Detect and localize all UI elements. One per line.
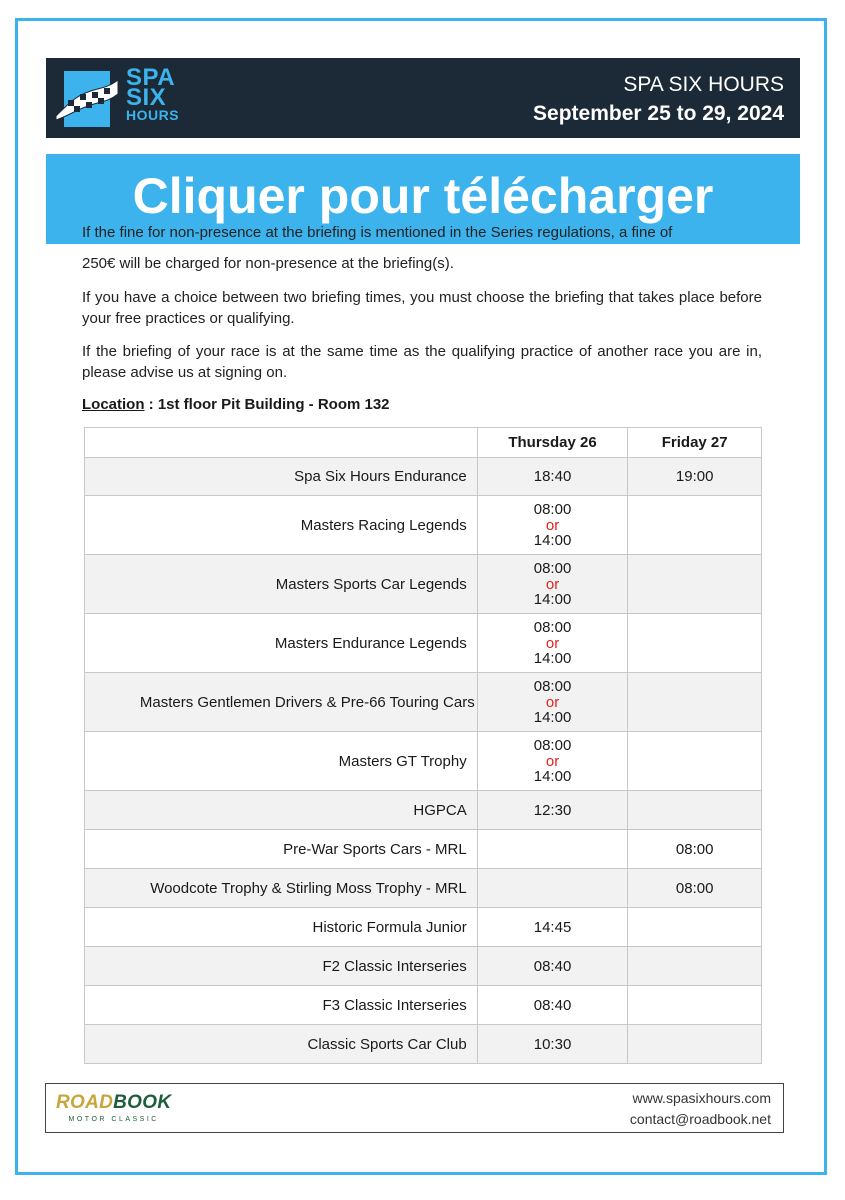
table-row bbox=[85, 986, 762, 1025]
thursday-cell bbox=[477, 614, 628, 673]
time-option-2: 14:00 bbox=[533, 531, 572, 549]
time-option-2: 14:00 bbox=[533, 649, 572, 667]
thursday-cell: 18:40 bbox=[477, 458, 628, 496]
footer-box bbox=[45, 1083, 784, 1133]
event-dates: September 25 to 29, 2024 bbox=[533, 102, 784, 125]
race-name-cell: Masters Racing Legends bbox=[85, 496, 478, 555]
race-name-cell: Masters Gentlemen Drivers & Pre-66 Touring Cars bbox=[85, 673, 478, 732]
friday-cell bbox=[628, 614, 762, 673]
friday-cell bbox=[628, 496, 762, 555]
friday-cell bbox=[628, 673, 762, 732]
table-row bbox=[85, 732, 762, 791]
roadbook-logo bbox=[56, 1093, 171, 1123]
table-body bbox=[85, 458, 762, 1064]
race-name-cell: Masters Sports Car Legends bbox=[85, 555, 478, 614]
logo-line-3: HOURS bbox=[126, 107, 180, 123]
time-option-2: 14:00 bbox=[533, 708, 572, 726]
table-row bbox=[85, 1025, 762, 1064]
time-option-2: 14:00 bbox=[533, 767, 572, 785]
table-header-row bbox=[85, 428, 762, 458]
friday-cell bbox=[628, 555, 762, 614]
table-row bbox=[85, 555, 762, 614]
brand-subtitle: MOTOR CLASSIC bbox=[68, 1116, 159, 1123]
footer-contact bbox=[630, 1088, 771, 1130]
thursday-cell bbox=[477, 496, 628, 555]
briefing-schedule-table bbox=[84, 427, 762, 1064]
race-name-cell: Classic Sports Car Club bbox=[85, 1025, 478, 1064]
logo-line-1: SPA bbox=[126, 64, 176, 91]
friday-cell: 19:00 bbox=[628, 458, 762, 496]
race-name-cell: F3 Classic Interseries bbox=[85, 986, 478, 1025]
or-label: or bbox=[545, 516, 560, 534]
table-row bbox=[85, 458, 762, 496]
header-race bbox=[85, 428, 478, 458]
time-option-2: 14:00 bbox=[533, 590, 572, 608]
or-label: or bbox=[545, 752, 560, 770]
header-thursday: Thursday 26 bbox=[477, 428, 628, 458]
race-name-cell: Pre-War Sports Cars - MRL bbox=[85, 830, 478, 869]
paragraph-briefing-conflict: If the briefing of your race is at the same time as the qualifying practice of another race you are in, please advise us at signing on. bbox=[82, 343, 762, 381]
thursday-cell: 10:30 bbox=[477, 1025, 628, 1064]
event-name: SPA SIX HOURS bbox=[623, 73, 784, 96]
event-info bbox=[533, 71, 784, 129]
table-row bbox=[85, 830, 762, 869]
table-row bbox=[85, 614, 762, 673]
friday-cell: 08:00 bbox=[628, 869, 762, 908]
logo-line-2: SIX bbox=[126, 84, 167, 111]
website-link[interactable]: www.spasixhours.com bbox=[632, 1090, 771, 1106]
friday-cell bbox=[628, 1025, 762, 1064]
race-name-cell: Woodcote Trophy & Stirling Moss Trophy - MRL bbox=[85, 869, 478, 908]
friday-cell bbox=[628, 791, 762, 830]
friday-cell bbox=[628, 986, 762, 1025]
header-bar bbox=[46, 58, 800, 138]
or-label: or bbox=[545, 634, 560, 652]
location-label: Location bbox=[82, 396, 145, 413]
paragraph-briefing-choice: If you have a choice between two briefing times, you must choose the briefing that takes place before your free practices or qualifying. bbox=[82, 289, 762, 327]
thursday-cell bbox=[477, 732, 628, 791]
thursday-cell bbox=[477, 869, 628, 908]
time-option-1: 08:00 bbox=[533, 500, 572, 518]
race-name-cell: HGPCA bbox=[85, 791, 478, 830]
brand-book: BOOK bbox=[113, 1092, 172, 1113]
table-row bbox=[85, 673, 762, 732]
thursday-cell bbox=[477, 830, 628, 869]
roadbook-wordmark bbox=[56, 1093, 171, 1113]
download-button[interactable]: Cliquer pour télécharger bbox=[46, 154, 800, 244]
or-label: or bbox=[545, 575, 560, 593]
friday-cell bbox=[628, 732, 762, 791]
friday-cell: 08:00 bbox=[628, 830, 762, 869]
friday-cell bbox=[628, 908, 762, 947]
race-name-cell: F2 Classic Interseries bbox=[85, 947, 478, 986]
location-value: : 1st floor Pit Building - Room 132 bbox=[144, 396, 390, 413]
thursday-cell: 14:45 bbox=[477, 908, 628, 947]
thursday-cell: 08:40 bbox=[477, 986, 628, 1025]
time-option-1: 08:00 bbox=[533, 618, 572, 636]
race-name-cell: Masters GT Trophy bbox=[85, 732, 478, 791]
time-option-1: 08:00 bbox=[533, 736, 572, 754]
header-friday: Friday 27 bbox=[628, 428, 762, 458]
logo-wordmark bbox=[126, 64, 180, 123]
or-label: or bbox=[545, 693, 560, 711]
email-link[interactable]: contact@roadbook.net bbox=[629, 1111, 771, 1127]
table-row bbox=[85, 869, 762, 908]
table-row bbox=[85, 791, 762, 830]
partially-hidden-line bbox=[82, 224, 762, 243]
paragraph-fine: 250€ will be charged for non-presence at the briefing(s). bbox=[82, 255, 454, 272]
location-line bbox=[82, 396, 390, 413]
spa-six-hours-logo bbox=[54, 64, 194, 130]
race-name-cell: Historic Formula Junior bbox=[85, 908, 478, 947]
table-row bbox=[85, 947, 762, 986]
race-name-cell: Masters Endurance Legends bbox=[85, 614, 478, 673]
checkered-flag-icon bbox=[54, 76, 120, 120]
friday-cell bbox=[628, 947, 762, 986]
table-row bbox=[85, 908, 762, 947]
thursday-cell: 08:40 bbox=[477, 947, 628, 986]
race-name-cell: Spa Six Hours Endurance bbox=[85, 458, 478, 496]
table-row bbox=[85, 496, 762, 555]
thursday-cell bbox=[477, 673, 628, 732]
thursday-cell: 12:30 bbox=[477, 791, 628, 830]
time-option-1: 08:00 bbox=[533, 677, 572, 695]
brand-road: ROAD bbox=[56, 1092, 114, 1113]
partial-line-text: If the fine for non-presence at the briefing is mentioned in the Series regulations, a fine of bbox=[82, 224, 673, 241]
time-option-1: 08:00 bbox=[533, 559, 572, 577]
thursday-cell bbox=[477, 555, 628, 614]
